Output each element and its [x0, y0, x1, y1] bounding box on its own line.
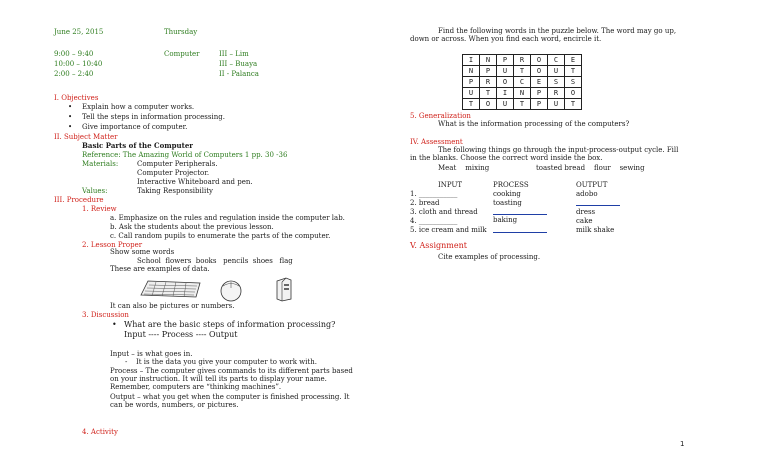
generalization-question: What is the information processing of the computers?: [438, 120, 630, 128]
assessment-instructions: The following things go through the input-process-output cycle. Fill in the blanks. Choose the correct word inside the box.: [410, 146, 679, 162]
assignment-heading: V. Assignment: [410, 241, 467, 250]
mouse-icon: [218, 277, 244, 303]
assessment-output-4: cake: [576, 217, 593, 225]
discussion-question: • What are the basic steps of information processing?: [112, 320, 336, 329]
puzzle-cell: R: [480, 77, 497, 88]
schedule-section-2: III – Buaya: [219, 60, 258, 68]
assessment-output-3: dress: [576, 208, 596, 216]
material-item: Computer Peripherals.: [137, 160, 218, 168]
review-item: c. Call random pupils to enumerate the parts of the computer.: [110, 232, 331, 240]
puzzle-cell: P: [531, 99, 548, 110]
assessment-output-5: milk shake: [576, 226, 615, 234]
assessment-input-4: 4. ___________: [410, 217, 458, 225]
lesson-proper-heading: 2. Lesson Proper: [82, 241, 143, 249]
review-heading: 1. Review: [82, 205, 117, 213]
word-bank: Meat mixing toasted bread flour sewing: [438, 164, 645, 172]
puzzle-instructions: Find the following words in the puzzle below. The word may go up, down or across. When you find each word, encircle it.: [410, 27, 677, 43]
example-words: School flowers books pencils shoes flag: [137, 257, 293, 265]
output-definition: Output – what you get when the computer is finished processing. It can be words, numbers, or pictures.: [110, 393, 350, 409]
puzzle-cell: S: [548, 77, 565, 88]
assessment-process-2: toasting: [493, 199, 522, 207]
puzzle-cell: I: [463, 55, 480, 66]
puzzle-cell: N: [463, 66, 480, 77]
puzzle-cell: T: [480, 88, 497, 99]
lesson-date: June 25, 2015: [54, 28, 104, 36]
material-item: Computer Projector.: [137, 169, 210, 177]
procedure-heading: III. Procedure: [54, 196, 104, 204]
discussion-flow: Input ---- Process ---- Output: [124, 330, 238, 339]
assessment-process-4: baking: [493, 216, 518, 224]
examples-text: These are examples of data.: [110, 265, 210, 273]
puzzle-cell: R: [548, 88, 565, 99]
material-item: Interactive Whiteboard and pen.: [137, 178, 253, 186]
materials-label: Materials:: [82, 160, 119, 168]
review-item: b. Ask the students about the previous lesson.: [110, 223, 274, 231]
process-blank-5: [493, 232, 547, 233]
objectives-heading: I. Objectives: [54, 94, 99, 102]
puzzle-cell: I: [497, 88, 514, 99]
puzzle-row: [463, 77, 582, 88]
assessment-input-5: 5. ice cream and milk: [410, 226, 487, 234]
puzzle-cell: R: [514, 55, 531, 66]
input-subitem: - It is the data you give your computer to work with.: [125, 358, 317, 366]
puzzle-row: [463, 99, 582, 110]
puzzle-cell: T: [514, 66, 531, 77]
puzzle-row: [463, 66, 582, 77]
assignment-text: Cite examples of processing.: [438, 253, 541, 261]
objective-item: • Tell the steps in information processing.: [82, 113, 225, 121]
column-input: INPUT: [438, 181, 463, 189]
puzzle-cell: O: [480, 99, 497, 110]
puzzle-cell: T: [514, 99, 531, 110]
page-number: 1: [680, 440, 685, 448]
system-unit-icon: [274, 276, 294, 302]
puzzle-cell: E: [565, 55, 582, 66]
assessment-input-2: 2. bread: [410, 199, 440, 207]
puzzle-cell: U: [463, 88, 480, 99]
assessment-output-1: adobo: [576, 190, 598, 198]
assessment-input-3: 3. cloth and thread: [410, 208, 478, 216]
discussion-heading: 3. Discussion: [82, 311, 129, 319]
activity-heading: 4. Activity: [82, 428, 118, 436]
word-puzzle-grid: [462, 54, 582, 110]
output-blank-2: [576, 205, 620, 206]
puzzle-cell: N: [514, 88, 531, 99]
puzzle-cell: O: [531, 55, 548, 66]
subject-reference: Reference: The Amazing World of Computers 1 pp. 30 -36: [82, 151, 288, 159]
keyboard-icon: [138, 277, 204, 301]
puzzle-cell: P: [497, 55, 514, 66]
puzzle-cell: E: [531, 77, 548, 88]
puzzle-row: [463, 88, 582, 99]
subject-matter-heading: II. Subject Matter: [54, 133, 118, 141]
schedule-time-3: 2:00 – 2:40: [54, 70, 94, 78]
objective-item: • Give importance of computer.: [82, 123, 187, 131]
generalization-heading: 5. Generalization: [410, 112, 471, 120]
values-label: Values:: [82, 187, 108, 195]
puzzle-cell: U: [497, 99, 514, 110]
lesson-subject: Computer: [164, 50, 200, 58]
puzzle-cell: P: [480, 66, 497, 77]
process-definition: Process – The computer gives commands to its different parts based on your instruction. It will tell its parts to display your name. Remember, computers are “thinking machines”.: [110, 367, 353, 391]
pictures-text: It can also be pictures or numbers.: [110, 302, 235, 310]
lesson-day: Thursday: [164, 28, 198, 36]
puzzle-cell: C: [548, 55, 565, 66]
assessment-heading: IV. Assessment: [410, 138, 463, 146]
schedule-time-1: 9:00 – 9:40: [54, 50, 94, 58]
process-blank-3: [493, 214, 547, 215]
input-definition: Input – is what goes in.: [110, 350, 193, 358]
puzzle-cell: U: [548, 99, 565, 110]
column-output: OUTPUT: [576, 181, 608, 189]
puzzle-cell: O: [531, 66, 548, 77]
puzzle-cell: P: [531, 88, 548, 99]
puzzle-cell: P: [463, 77, 480, 88]
schedule-time-2: 10:00 – 10:40: [54, 60, 103, 68]
puzzle-cell: N: [480, 55, 497, 66]
objective-item: • Explain how a computer works.: [82, 103, 194, 111]
subject-title: Basic Parts of the Computer: [82, 141, 193, 150]
assessment-input-1: 1. ___________: [410, 190, 458, 198]
schedule-section-3: II - Palanca: [219, 70, 259, 78]
puzzle-row: [463, 55, 582, 66]
puzzle-cell: U: [497, 66, 514, 77]
puzzle-cell: O: [497, 77, 514, 88]
review-item: a. Emphasize on the rules and regulation inside the computer lab.: [110, 214, 345, 222]
show-words-text: Show some words: [110, 248, 175, 256]
puzzle-cell: T: [463, 99, 480, 110]
assessment-process-1: cooking: [493, 190, 521, 198]
puzzle-cell: S: [565, 77, 582, 88]
puzzle-cell: O: [565, 88, 582, 99]
puzzle-cell: T: [565, 99, 582, 110]
puzzle-cell: C: [514, 77, 531, 88]
column-process: PROCESS: [493, 181, 529, 189]
puzzle-cell: T: [565, 66, 582, 77]
values-text: Taking Responsibility: [137, 187, 213, 195]
schedule-section-1: III – Lim: [219, 50, 249, 58]
puzzle-cell: U: [548, 66, 565, 77]
